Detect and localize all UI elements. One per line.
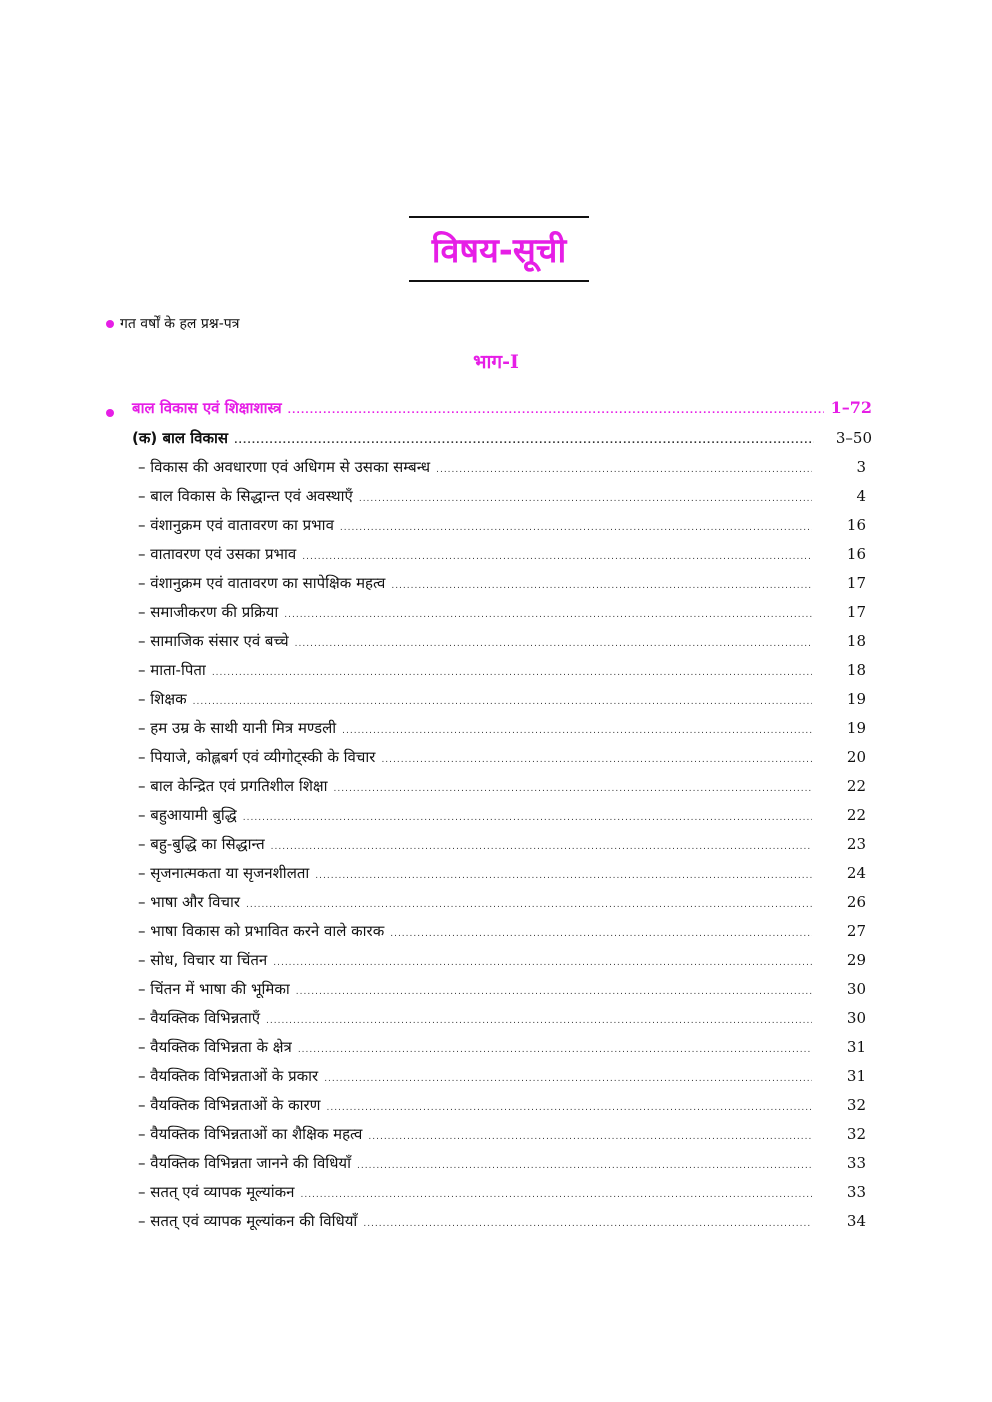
toc-item-page: 33: [846, 1183, 866, 1201]
toc-item[interactable]: [138, 776, 866, 805]
toc-item-label: – सतत् एवं व्यापक मूल्यांकन की विधियाँ: [138, 1212, 358, 1230]
toc-item-page: 34: [846, 1212, 866, 1230]
toc-item-label: – शिक्षक: [138, 690, 187, 708]
toc-item[interactable]: [138, 457, 866, 486]
bullet-icon: [106, 409, 114, 417]
part-heading: भाग-I: [473, 351, 519, 373]
toc-item[interactable]: [138, 660, 866, 689]
dot-leader: [298, 1045, 812, 1055]
toc-item-label: – वैयक्तिक विभिन्नता के क्षेत्र: [138, 1038, 292, 1056]
toc-item-label: – वंशानुक्रम एवं वातावरण का प्रभाव: [138, 516, 334, 534]
toc-item-page: 19: [846, 690, 866, 708]
toc-item[interactable]: [138, 747, 866, 776]
toc-item-page: 30: [846, 1009, 866, 1027]
toc-item-page: 16: [846, 516, 866, 534]
toc-item-label: – वैयक्तिक विभिन्नता जानने की विधियाँ: [138, 1154, 352, 1172]
prev-papers-label: गत वर्षों के हल प्रश्न-पत्र: [120, 316, 240, 332]
section-label: बाल विकास एवं शिक्षाशास्त्र: [132, 399, 282, 417]
page-title: विषय-सूची: [431, 231, 567, 271]
toc-item-page: 22: [846, 806, 866, 824]
toc-item[interactable]: [138, 544, 866, 573]
toc-item-label: – वैयक्तिक विभिन्नताओं के कारण: [138, 1096, 321, 1114]
toc-item-label: – भाषा और विचार: [138, 893, 241, 911]
toc-item[interactable]: [138, 805, 866, 834]
toc-item[interactable]: [138, 602, 866, 631]
toc-item-page: 4: [856, 487, 866, 505]
dot-leader: [246, 900, 812, 910]
section-pages: 1–72: [830, 398, 872, 417]
dot-leader: [271, 842, 812, 852]
toc-item-label: – सतत् एवं व्यापक मूल्यांकन: [138, 1183, 295, 1201]
toc-item-page: 24: [846, 864, 866, 882]
toc-item-page: 32: [846, 1096, 866, 1114]
toc-item-page: 17: [846, 574, 866, 592]
dot-leader: [359, 494, 812, 504]
toc-item-page: 20: [846, 748, 866, 766]
dot-leader: [391, 581, 812, 591]
toc-item-label: – भाषा विकास को प्रभावित करने वाले कारक: [138, 922, 385, 940]
dot-leader: [288, 406, 824, 416]
dot-leader: [300, 1190, 812, 1200]
dot-leader: [363, 1219, 812, 1229]
toc-item[interactable]: [138, 1037, 866, 1066]
dot-leader: [326, 1103, 812, 1113]
toc-item[interactable]: [138, 1066, 866, 1095]
toc-item-label: – वातावरण एवं उसका प्रभाव: [138, 545, 297, 563]
toc-item[interactable]: [138, 950, 866, 979]
toc-item-label: – वैयक्तिक विभिन्नताओं का शैक्षिक महत्व: [138, 1125, 363, 1143]
prev-papers-entry[interactable]: [106, 314, 239, 333]
toc-item-label: – चिंतन में भाषा की भूमिका: [138, 980, 290, 998]
dot-leader: [315, 871, 812, 881]
toc-item-label: – बहु-बुद्धि का सिद्धान्त: [138, 835, 265, 853]
dot-leader: [390, 929, 812, 939]
toc-item-page: 31: [846, 1067, 866, 1085]
toc-item-label: – हम उम्र के साथी यानी मित्र मण्डली: [138, 719, 337, 737]
dot-leader: [243, 813, 812, 823]
dot-leader: [324, 1074, 812, 1084]
toc-item[interactable]: [138, 834, 866, 863]
toc-item[interactable]: [138, 892, 866, 921]
toc-item-label: – बाल विकास के सिद्धान्त एवं अवस्थाएँ: [138, 487, 353, 505]
toc-item-label: – सृजनात्मकता या सृजनशीलता: [138, 864, 310, 882]
toc-item-page: 23: [846, 835, 866, 853]
toc-section[interactable]: [106, 398, 872, 427]
toc-item-label: – बाल केन्द्रित एवं प्रगतिशील शिक्षा: [138, 777, 328, 795]
toc-item-label: – सोध, विचार या चिंतन: [138, 951, 268, 969]
toc-item-page: 32: [846, 1125, 866, 1143]
dot-leader: [340, 523, 812, 533]
dot-leader: [193, 697, 812, 707]
toc-item-label: – विकास की अवधारणा एवं अधिगम से उसका सम्बन्ध: [138, 458, 431, 476]
toc-item-page: 3: [856, 458, 866, 476]
toc-item[interactable]: [138, 631, 866, 660]
toc-item-label: – पियाजे, कोह्लबर्ग एवं व्यीगोट्स्की के विचार: [138, 748, 376, 766]
toc-item-page: 29: [846, 951, 866, 969]
dot-leader: [342, 726, 812, 736]
toc-item[interactable]: [138, 863, 866, 892]
toc-item-page: 22: [846, 777, 866, 795]
toc-item[interactable]: [138, 1211, 866, 1240]
dot-leader: [302, 552, 812, 562]
toc-item[interactable]: [138, 515, 866, 544]
toc-item-page: 26: [846, 893, 866, 911]
toc-item[interactable]: [138, 1182, 866, 1211]
dot-leader: [334, 784, 812, 794]
dot-leader: [234, 436, 814, 446]
toc-item-page: 27: [846, 922, 866, 940]
dot-leader: [357, 1161, 812, 1171]
dot-leader: [296, 987, 812, 997]
toc-subsection[interactable]: [132, 428, 872, 457]
toc-item-label: – वंशानुक्रम एवं वातावरण का सापेक्षिक महत्व: [138, 574, 386, 592]
toc-item-page: 33: [846, 1154, 866, 1172]
toc-item[interactable]: [138, 921, 866, 950]
toc-item-page: 18: [846, 661, 866, 679]
toc-item[interactable]: [138, 486, 866, 515]
toc-item-label: – वैयक्तिक विभिन्नताएँ: [138, 1009, 261, 1027]
toc-item-page: 16: [846, 545, 866, 563]
toc-item-page: 31: [846, 1038, 866, 1056]
toc-item-label: – माता-पिता: [138, 661, 206, 679]
toc-item[interactable]: [138, 1008, 866, 1037]
bullet-icon: [106, 320, 114, 328]
dot-leader: [381, 755, 812, 765]
title-box: [409, 216, 589, 282]
toc-item[interactable]: [138, 1095, 866, 1124]
toc-item-label: – वैयक्तिक विभिन्नताओं के प्रकार: [138, 1067, 319, 1085]
toc-item[interactable]: [138, 573, 866, 602]
toc-item-page: 17: [846, 603, 866, 621]
toc-item-page: 18: [846, 632, 866, 650]
dot-leader: [266, 1016, 812, 1026]
toc-item[interactable]: [138, 979, 866, 1008]
toc-item[interactable]: [138, 718, 866, 747]
subsection-pages: 3–50: [835, 429, 872, 447]
dot-leader: [295, 639, 812, 649]
dot-leader: [436, 465, 812, 475]
toc-item-page: 19: [846, 719, 866, 737]
toc-item-label: – बहुआयामी बुद्धि: [138, 806, 237, 824]
dot-leader: [284, 610, 812, 620]
toc-item-page: 30: [846, 980, 866, 998]
dot-leader: [212, 668, 812, 678]
toc-item[interactable]: [138, 1124, 866, 1153]
toc-item[interactable]: [138, 1153, 866, 1182]
dot-leader: [368, 1132, 812, 1142]
toc-item[interactable]: [138, 689, 866, 718]
dot-leader: [273, 958, 812, 968]
toc-item-label: – समाजीकरण की प्रक्रिया: [138, 603, 279, 621]
toc-item-label: – सामाजिक संसार एवं बच्चे: [138, 632, 289, 650]
subsection-label: (क) बाल विकास: [132, 429, 229, 447]
